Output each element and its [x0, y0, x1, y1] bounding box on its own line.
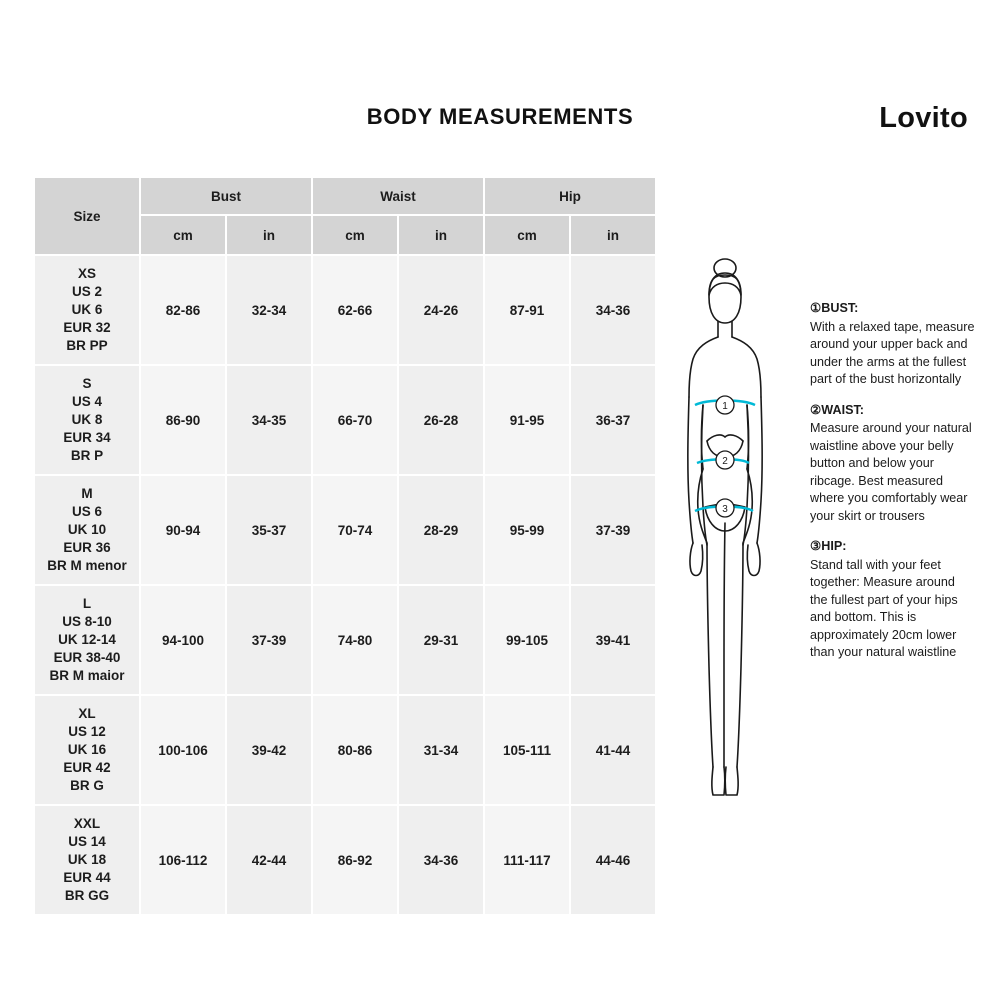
- cell-waist-cm: 66-70: [312, 365, 398, 475]
- size-line: EUR 34: [63, 430, 111, 445]
- cell-waist-cm: 86-92: [312, 805, 398, 915]
- size-line: US 6: [71, 504, 102, 519]
- unit-waist-in: in: [398, 215, 484, 255]
- cell-waist-cm: 62-66: [312, 255, 398, 365]
- cell-bust-cm: 86-90: [140, 365, 226, 475]
- cell-hip-in: 39-41: [570, 585, 656, 695]
- instruction-bust: [810, 300, 975, 389]
- row-size-label: [34, 805, 140, 915]
- cell-bust-in: 39-42: [226, 695, 312, 805]
- page-title: BODY MEASUREMENTS: [366, 104, 634, 129]
- cell-waist-in: 34-36: [398, 805, 484, 915]
- cell-hip-in: 36-37: [570, 365, 656, 475]
- cell-bust-in: 34-35: [226, 365, 312, 475]
- cell-waist-in: 28-29: [398, 475, 484, 585]
- unit-bust-in: in: [226, 215, 312, 255]
- size-line: UK 16: [67, 742, 107, 757]
- table-header-size: Size: [34, 177, 140, 255]
- size-line: EUR 36: [63, 540, 111, 555]
- table-row: [34, 255, 656, 365]
- brand-logo: Lovito: [879, 102, 968, 134]
- size-line: US 14: [68, 834, 106, 849]
- size-chart-table: [33, 176, 657, 916]
- cell-bust-cm: 100-106: [140, 695, 226, 805]
- unit-hip-in: in: [570, 215, 656, 255]
- size-line: UK 6: [71, 302, 103, 317]
- size-line: XXL: [73, 816, 101, 831]
- size-line: BR GG: [64, 888, 110, 903]
- cell-hip-cm: 111-117: [484, 805, 570, 915]
- body-figure-illustration: [645, 255, 805, 825]
- size-line: M: [81, 486, 93, 501]
- size-line: UK 12-14: [58, 632, 116, 647]
- cell-waist-in: 29-31: [398, 585, 484, 695]
- table-header-bust: Bust: [140, 177, 312, 215]
- cell-bust-in: 35-37: [226, 475, 312, 585]
- size-line: US 8-10: [62, 614, 112, 629]
- instruction-waist-title: ②WAIST:: [810, 402, 864, 417]
- table-header-hip: Hip: [484, 177, 656, 215]
- size-line: UK 10: [67, 522, 107, 537]
- instruction-bust-body: With a relaxed tape, measure around your upper back and under the arms at the fullest part of the bust horizontally: [810, 319, 975, 386]
- size-line: EUR 42: [63, 760, 111, 775]
- size-line: XS: [77, 266, 96, 281]
- cell-bust-in: 32-34: [226, 255, 312, 365]
- cell-hip-in: 44-46: [570, 805, 656, 915]
- size-line: EUR 44: [63, 870, 111, 885]
- table-row: [34, 475, 656, 585]
- cell-bust-cm: 106-112: [140, 805, 226, 915]
- cell-hip-cm: 99-105: [484, 585, 570, 695]
- marker-1-label: 1: [722, 401, 728, 412]
- cell-waist-in: 31-34: [398, 695, 484, 805]
- row-size-label: [34, 475, 140, 585]
- size-line: UK 8: [71, 412, 103, 427]
- table-row: [34, 585, 656, 695]
- marker-2-label: 2: [722, 456, 728, 467]
- table-header-group-row: [34, 177, 656, 215]
- instruction-hip-title: ③HIP:: [810, 539, 847, 553]
- size-line: BR M menor: [47, 558, 127, 573]
- row-size-label: [34, 585, 140, 695]
- size-line: EUR 38-40: [53, 650, 121, 665]
- size-line: US 12: [68, 724, 106, 739]
- cell-waist-cm: 70-74: [312, 475, 398, 585]
- row-size-label: [34, 695, 140, 805]
- size-line: BR M maior: [49, 668, 125, 683]
- size-line: L: [82, 596, 92, 611]
- size-line: BR P: [70, 448, 104, 463]
- unit-bust-cm: cm: [140, 215, 226, 255]
- instruction-waist-body: Measure around your natural waistline above your belly button and below your ribcage. Best measured where you comfortably wear your skirt or trousers: [810, 421, 972, 523]
- instruction-bust-title: ①BUST:: [810, 301, 859, 315]
- size-line: BR G: [70, 778, 104, 793]
- table-row: [34, 365, 656, 475]
- cell-waist-cm: 80-86: [312, 695, 398, 805]
- table-row: [34, 805, 656, 915]
- cell-bust-cm: 90-94: [140, 475, 226, 585]
- cell-hip-cm: 87-91: [484, 255, 570, 365]
- instruction-hip-body: Stand tall with your feet together: Measure around the fullest part of your hips and bottom. This is approximately 20cm lower than your natural waistline: [810, 557, 958, 659]
- instruction-hip: [810, 538, 975, 662]
- cell-hip-cm: 95-99: [484, 475, 570, 585]
- unit-waist-cm: cm: [312, 215, 398, 255]
- size-line: UK 18: [67, 852, 107, 867]
- cell-hip-cm: 91-95: [484, 365, 570, 475]
- instruction-waist: [810, 402, 975, 526]
- size-line: US 4: [71, 394, 102, 409]
- size-line: XL: [78, 706, 96, 721]
- cell-waist-in: 26-28: [398, 365, 484, 475]
- cell-waist-cm: 74-80: [312, 585, 398, 695]
- marker-3-label: 3: [722, 504, 728, 515]
- cell-bust-cm: 94-100: [140, 585, 226, 695]
- cell-hip-in: 34-36: [570, 255, 656, 365]
- size-line: S: [82, 376, 92, 391]
- measurement-instructions: [810, 300, 975, 675]
- unit-hip-cm: cm: [484, 215, 570, 255]
- cell-bust-in: 42-44: [226, 805, 312, 915]
- cell-bust-cm: 82-86: [140, 255, 226, 365]
- table-row: [34, 695, 656, 805]
- cell-bust-in: 37-39: [226, 585, 312, 695]
- size-line: BR PP: [66, 338, 108, 353]
- cell-hip-in: 37-39: [570, 475, 656, 585]
- row-size-label: [34, 255, 140, 365]
- size-line: US 2: [71, 284, 102, 299]
- cell-hip-cm: 105-111: [484, 695, 570, 805]
- row-size-label: [34, 365, 140, 475]
- table-header-waist: Waist: [312, 177, 484, 215]
- cell-waist-in: 24-26: [398, 255, 484, 365]
- cell-hip-in: 41-44: [570, 695, 656, 805]
- size-line: EUR 32: [63, 320, 111, 335]
